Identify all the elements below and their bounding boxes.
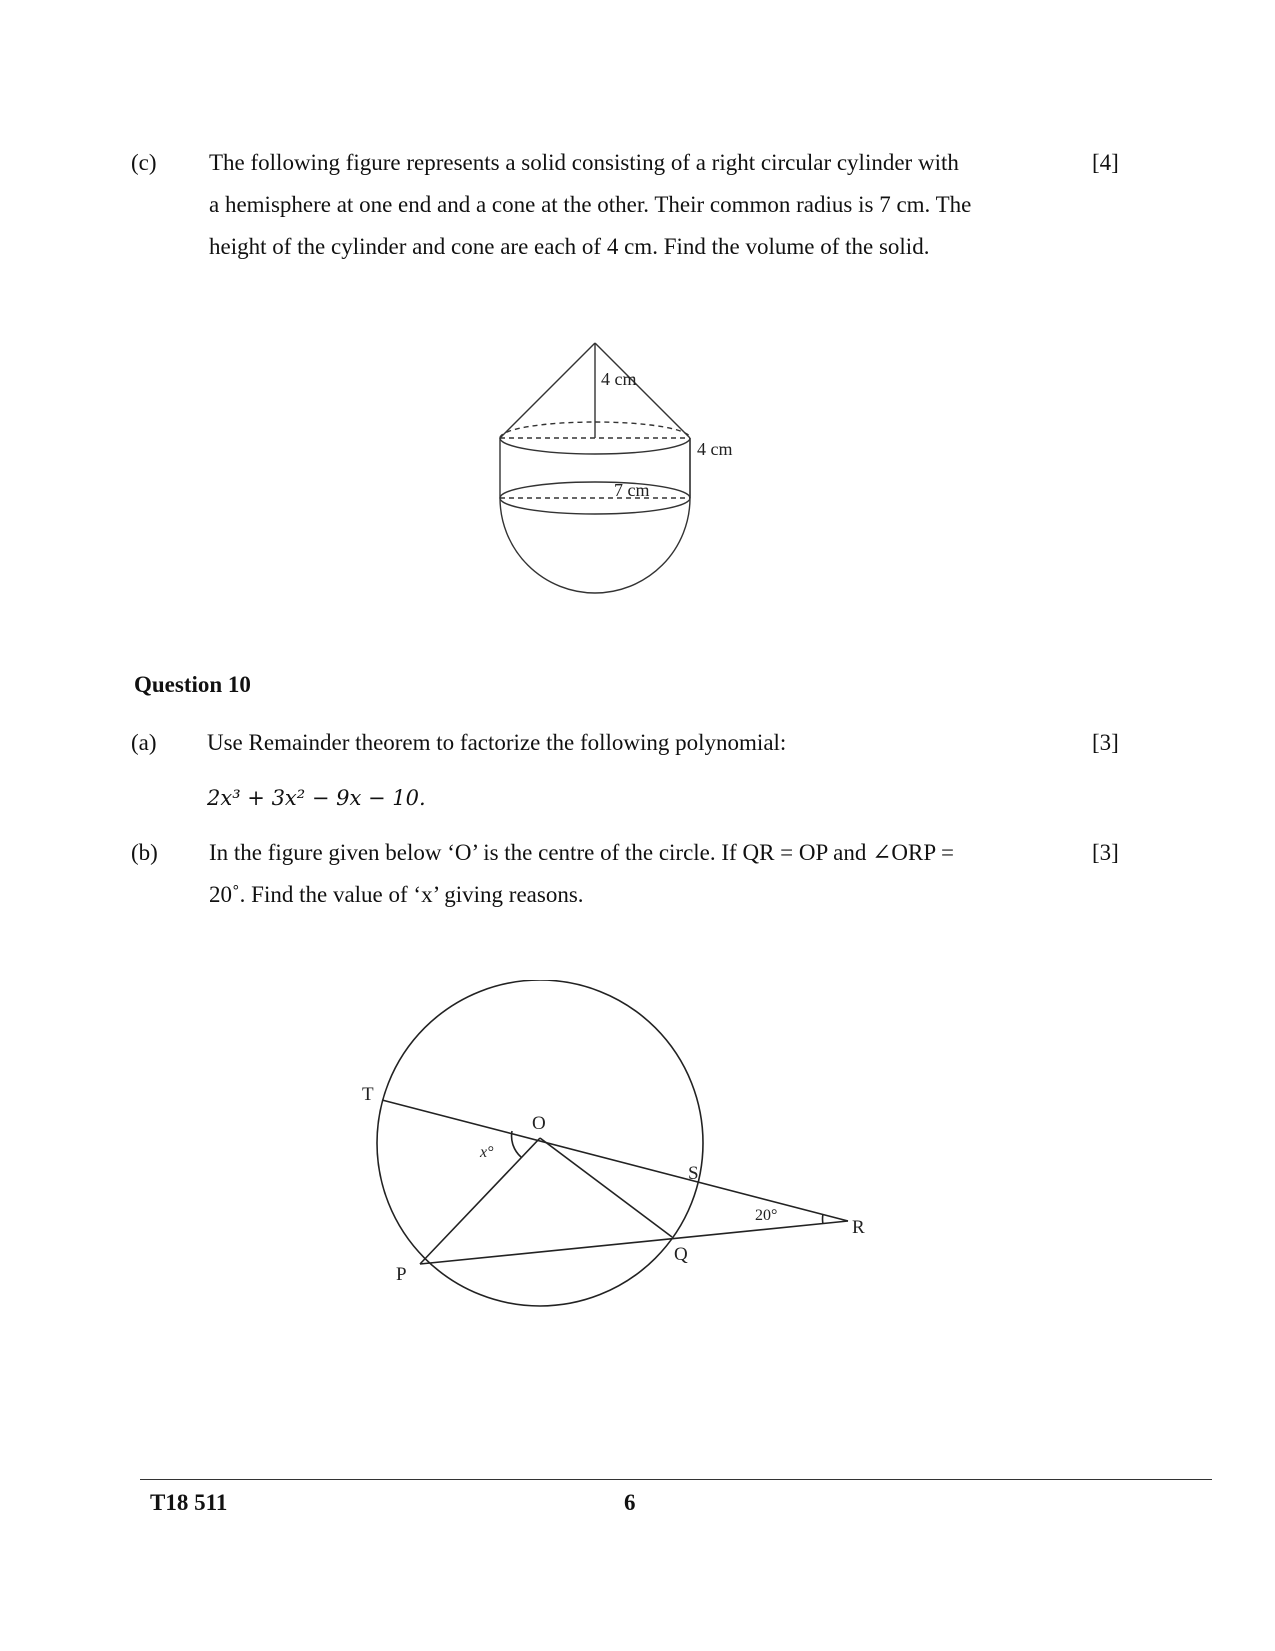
top-ellipse-front [500, 438, 690, 454]
point-R-label: R [852, 1217, 865, 1238]
circle-figure [340, 980, 900, 1330]
part-a-label: (a) [131, 730, 157, 755]
footer-rule [140, 1479, 1212, 1480]
bottom-ellipse-front [500, 498, 690, 514]
line-TR [382, 1100, 848, 1221]
part-b-text [209, 832, 1059, 916]
bottom-ellipse-back [500, 482, 690, 498]
footer-code: T18 511 [150, 1490, 228, 1515]
part-c-text [209, 142, 1029, 268]
polynomial: 2x³ + 3x² − 9x − 10. [207, 786, 426, 810]
part-a-text: Use Remainder theorem to factorize the following polynomial: [207, 730, 787, 755]
part-c-marks: [4] [1092, 150, 1119, 175]
part-c-line-3: height of the cylinder and cone are each of 4 cm. Find the volume of the solid. [209, 234, 930, 259]
angle-x-label: x° [480, 1144, 494, 1161]
point-T-label: T [362, 1084, 374, 1105]
part-c-label: (c) [131, 150, 157, 175]
part-b-marks: [3] [1092, 840, 1119, 865]
part-b-line-1: In the figure given below ‘O’ is the centre of the circle. If QR = OP and ∠ORP = [209, 840, 955, 865]
part-c-line-2: a hemisphere at one end and a cone at the other. Their common radius is 7 cm. The [209, 192, 972, 217]
point-S-label: S [688, 1163, 699, 1184]
part-c-line-1: The following figure represents a solid consisting of a right circular cylinder with [209, 150, 959, 175]
part-a-marks: [3] [1092, 730, 1119, 755]
cylinder-height-label: 4 cm [697, 439, 733, 459]
cone-left-edge [500, 343, 595, 438]
solid-figure [470, 330, 770, 605]
hemisphere [500, 498, 690, 593]
radius-OQ [540, 1138, 672, 1237]
angle-20-label: 20° [755, 1207, 778, 1224]
line-PR [420, 1221, 848, 1264]
point-P-label: P [396, 1264, 407, 1285]
radius-label: 7 cm [614, 480, 650, 500]
part-b-line-2: 20˚. Find the value of ‘x’ giving reasons. [209, 882, 584, 907]
page-number: 6 [624, 1490, 636, 1515]
cone-height-label: 4 cm [601, 369, 637, 389]
point-O-label: O [532, 1113, 546, 1134]
point-Q-label: Q [674, 1244, 688, 1265]
question-10-heading: Question 10 [134, 672, 251, 697]
part-b-label: (b) [131, 840, 158, 865]
